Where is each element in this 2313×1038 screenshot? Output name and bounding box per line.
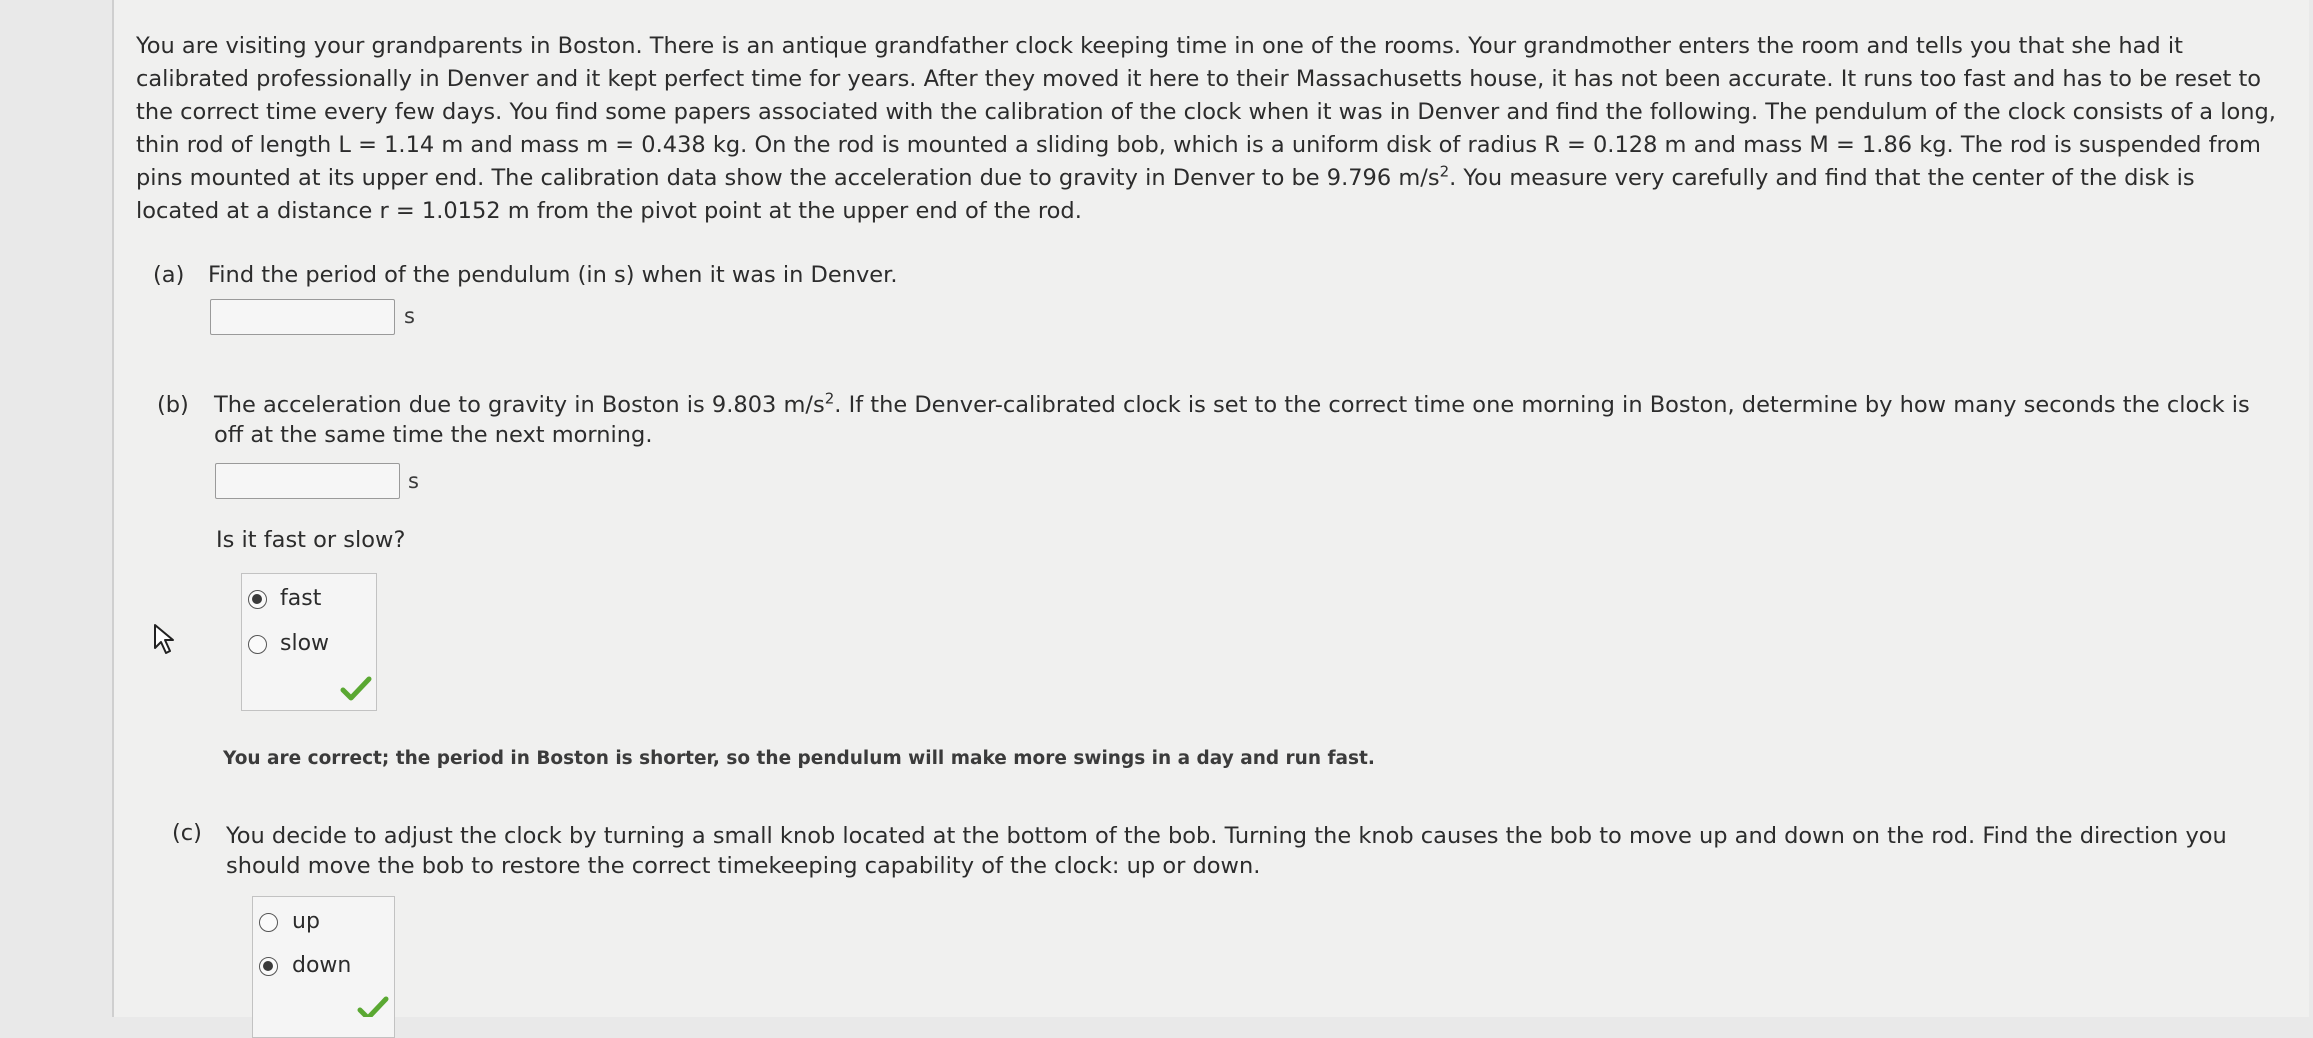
radio-slow[interactable]	[248, 635, 267, 654]
part-a-answer-input[interactable]	[210, 299, 395, 335]
option-fast-label[interactable]: fast	[280, 586, 322, 611]
radio-fast[interactable]	[248, 590, 267, 609]
part-b-followup: Is it fast or slow?	[216, 527, 406, 553]
problem-statement	[136, 30, 2276, 228]
option-slow-label[interactable]: slow	[280, 631, 330, 656]
part-b-unit: s	[408, 469, 419, 493]
part-b-label: (b)	[157, 392, 189, 418]
radio-up[interactable]	[259, 913, 278, 932]
part-b-feedback: You are correct; the period in Boston is shorter, so the pendulum will make more swings in a day and run fast.	[223, 748, 1375, 769]
intro-text-end: . You measure very carefully and find that the center of the disk is located at a distance r = 1.0152 m from the pivot point at the upper end of the rod.	[136, 165, 2195, 224]
part-b-question	[214, 390, 2264, 450]
part-c-label: (c)	[172, 820, 202, 846]
pointer-cursor-icon	[152, 622, 178, 656]
intro-superscript: 2	[1439, 162, 1450, 181]
check-icon	[357, 996, 389, 1017]
intro-text: You are visiting your grandparents in Boston. There is an antique grandfather clock keeping time in one of the rooms. Your grandmother enters the room and tells you that she had it calibrated professionally in Denver and it kept perfect time for years. After they moved it here to their Massachusetts house, it has not been accurate. It runs too fast and has to be reset to the correct time every few days. You find some papers associated with the calibration of the clock when it was in Denver and find the following. The pendulum of the clock consists of a long, thin rod of length L = 1.14 m and mass m = 0.438 kg. On the rod is mounted a sliding bob, which is a uniform disk of radius R = 0.128 m and mass M = 1.86 kg. The rod is suspended from pins mounted at its upper end. The calibration data show the acceleration due to gravity in Denver to be 9.796 m/s	[136, 33, 2276, 191]
radio-down[interactable]	[259, 957, 278, 976]
part-a-label: (a)	[153, 262, 185, 288]
part-a-unit: s	[404, 304, 415, 328]
part-b-question-text-end: . If the Denver-calibrated clock is set to the correct time one morning in Boston, determine by how many seconds the clock is off at the same time the next morning.	[214, 392, 2250, 448]
part-b-answer-input[interactable]	[215, 463, 400, 499]
check-icon	[340, 676, 372, 702]
option-down-label[interactable]: down	[292, 953, 352, 978]
part-c-question: You decide to adjust the clock by turning a small knob located at the bottom of the bob. Turning the knob causes the bob to move up and down on the rod. Find the direction you should move the bob to restore the correct timekeeping capability of the clock: up or down.	[226, 823, 2227, 879]
part-b-question-text: The acceleration due to gravity in Boston is 9.803 m/s	[214, 392, 825, 418]
part-a-question: Find the period of the pendulum (in s) when it was in Denver.	[208, 262, 898, 288]
option-up-label[interactable]: up	[292, 909, 320, 934]
part-b-superscript: 2	[824, 389, 835, 408]
